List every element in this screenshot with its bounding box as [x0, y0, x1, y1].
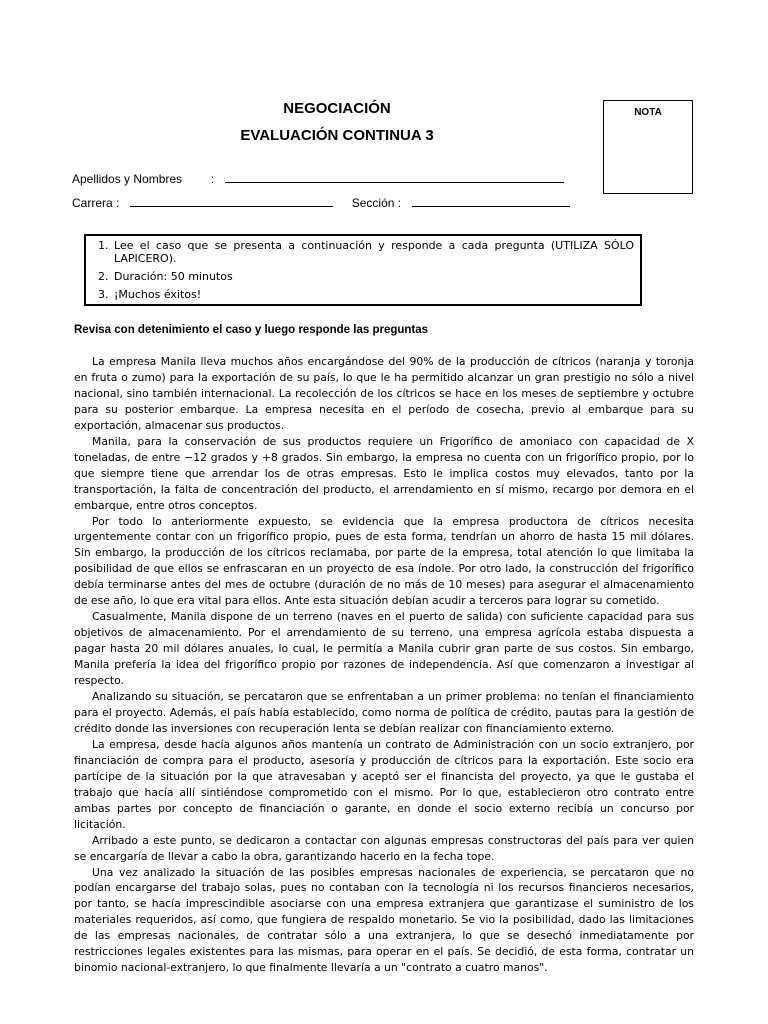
- section-label: Sección :: [351, 196, 402, 210]
- exam-title: EVALUACIÓN CONTINUA 3: [240, 127, 434, 144]
- grade-label: NOTA: [634, 107, 662, 118]
- paragraph: Arribado a este punto, se dedicaron a contactar con algunas empresas constructoras del país para ver quien se encargaría de llevar a cabo la obra, garantizando hacerlo en la fecha tope.: [74, 833, 694, 863]
- instruction-item: 2. Duración: 50 minutos: [112, 270, 634, 283]
- career-input-line[interactable]: [130, 194, 333, 207]
- paragraph: Casualmente, Manila dispone de un terreno (naves en el puerto de salida) con suficiente capacidad para sus objetivos de almacenamiento. Por el arrendamiento de su terreno, una empresa agrícola estaba dispuesta a pagar hasta 20 mil dólares anuales, lo cual, le permitía a Manila cubrir gran parte de sus costos. Sin embargo, Manila prefería la idea del frigorífico propio por razones de independencia. Así que comenzaron a investigar al respecto.: [74, 610, 694, 688]
- section-heading: Revisa con detenimiento el caso y luego responde las preguntas: [74, 324, 429, 336]
- paragraph: La empresa, desde hacía algunos años mantenía un contrato de Administración con un socio extranjero, por financiación de compra para el producto, asesoría y producción de cítricos para la exportación. Este socio era partícipe de la situación por la que atravesaban y aceptó ser el financista del proyecto, ya que le gustaba el trabajo que hacía allí sintiéndose comprometido con el mismo. Por lo que, establecieron otro contrato entre ambas partes por concepto de financiación o garante, en donde el socio externo recibía un concurso por licitación.: [74, 737, 694, 831]
- instructions-list: [92, 239, 634, 301]
- name-colon: :: [210, 172, 215, 186]
- career-label: Carrera :: [72, 196, 120, 210]
- case-body: [74, 354, 694, 976]
- instruction-item: 1. Lee el caso que se presenta a continuación y responde a cada pregunta (UTILIZA SÓLO LAPICERO).: [112, 239, 634, 265]
- paragraph: La empresa Manila lleva muchos años encargándose del 90% de la producción de cítricos (naranja y toronja en fruta o zumo) para la exportación de su país, lo que le ha permitido alcanzar un gran prestigio no sólo a nivel nacional, sino también internacional. La recolección de los cítricos se hace en los meses de septiembre y octubre para su posterior embarque. La empresa necesita en el período de cosecha, previo al embarque para su exportación, almacenar sus productos.: [74, 355, 694, 432]
- course-title: NEGOCIACIÓN: [283, 100, 391, 117]
- paragraph: Por todo lo anteriormente expuesto, se evidencia que la empresa productora de cítricos necesita urgentemente contar con un frigorífico propio, pues de esta forma, tendrían un ahorro de hasta 15 mil dólares. Sin embargo, la producción de los cítricos reclamaba, por parte de la empresa, total atención lo que limitaba la posibilidad de que ellos se enfrascaran en un proyecto de esa índole. Por otro lado, la construcción del frigorífico debía terminarse antes del mes de octubre (duración de no más de 10 meses) para asegurar el almacenamiento de ese año, lo que era vital para ellos. Ante esta situación debían acudir a terceros para lograr su cometido.: [74, 514, 694, 608]
- name-input-line[interactable]: [225, 170, 564, 183]
- section-input-line[interactable]: [412, 194, 570, 207]
- instruction-item: 3. ¡Muchos éxitos!: [112, 288, 634, 301]
- career-section-row: [72, 194, 570, 210]
- paragraph: Una vez analizado la situación de las posibles empresas nacionales de experiencia, se percataron que no podían encargarse del trabajo solas, pues no contaban con la tecnología ni los recursos financieros necesarios, por tanto, se hacía imprescindible asociarse con una empresa extranjera que garantizase el suministro de los materiales requeridos, así como, que fungiera de respaldo monetario. Se vio la posibilidad, dado las limitaciones de las empresas nacionales, de contratar sólo a una extranjera, lo que se desechó inmediatamente por restricciones legales existentes para las mismas, para operar en el país. Se decidió, de esta forma, contratar un binomio nacional-extranjero, lo que finalmente llevaría a un "contrato a cuatro manos".: [74, 865, 694, 975]
- instructions-box: [84, 234, 642, 306]
- grade-box: [603, 100, 693, 194]
- paragraph: Manila, para la conservación de sus productos requiere un Frigorífico de amoniaco con capacidad de X toneladas, de entre −12 grados y +8 grados. Sin embargo, la empresa no cuenta con un frigorífico propio, por lo que siempre tiene que arrendar los de otras empresas. Esto le implica costos muy elevados, tanto por la transportación, la falta de concentración del producto, el arrendamiento en sí mismo, recargo por demora en el embarque, entre otros conceptos.: [74, 434, 694, 512]
- paragraph: Analizando su situación, se percataron que se enfrentaban a un primer problema: no tenían el financiamiento para el proyecto. Además, el país había establecido, como norma de política de crédito, pautas para la gestión de crédito donde las inversiones con recuperación lenta se debían realizar con financiamiento externo.: [74, 690, 694, 735]
- name-field-row: [72, 170, 564, 186]
- name-label: Apellidos y Nombres: [72, 172, 183, 186]
